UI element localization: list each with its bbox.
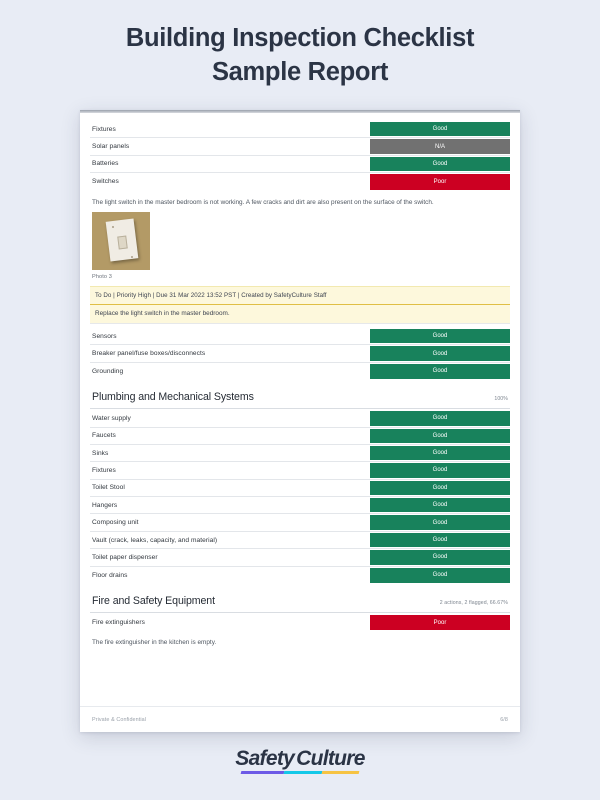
brand-underline <box>241 771 360 774</box>
action-item-description: Replace the light switch in the master bedroom. <box>90 305 510 323</box>
status-badge: Good <box>370 498 510 512</box>
status-badge: Good <box>370 533 510 547</box>
plumbing-rows <box>90 410 510 584</box>
table-row <box>90 328 510 345</box>
table-row <box>90 156 510 173</box>
footer-confidentiality: Private & Confidential <box>92 716 147 723</box>
status-badge: Good <box>370 122 510 136</box>
brand-word-culture: Culture <box>296 747 365 770</box>
row-label: Fixtures <box>92 466 116 474</box>
row-label: Floor drains <box>92 571 128 579</box>
inspection-note: The light switch in the master bedroom is not working. A few cracks and dirt are also present on the surface of the switch. <box>92 198 434 206</box>
brand-wordmark <box>235 748 364 769</box>
table-row <box>90 173 510 190</box>
table-row <box>90 445 510 462</box>
row-label: Faucets <box>92 432 116 440</box>
row-label: Batteries <box>92 160 119 168</box>
row-label: Grounding <box>92 367 124 375</box>
table-row <box>90 363 510 380</box>
electrical-rows-bottom <box>90 328 510 380</box>
page-title-heading <box>50 22 550 89</box>
status-badge: Good <box>370 157 510 171</box>
status-badge: Good <box>370 346 510 360</box>
row-label: Toilet Stool <box>92 484 125 492</box>
report-page-preview <box>80 110 520 732</box>
brand-underline-segment-yellow <box>321 771 359 774</box>
row-label: Solar panels <box>92 143 130 151</box>
table-row <box>90 121 510 138</box>
section-title: Plumbing and Mechanical Systems <box>92 391 254 404</box>
status-badge: Good <box>370 364 510 379</box>
table-row <box>90 428 510 445</box>
electrical-rows-top <box>90 121 510 191</box>
section-header-fire-safety <box>90 584 510 613</box>
row-label: Toilet paper dispenser <box>92 553 158 561</box>
section-score: 100% <box>494 395 508 402</box>
row-label: Breaker panel/fuse boxes/disconnects <box>92 350 206 358</box>
status-badge: Good <box>370 568 510 583</box>
row-label: Sinks <box>92 449 109 457</box>
row-label: Vault (crack, leaks, capacity, and material) <box>92 536 218 544</box>
screw-icon <box>112 226 114 228</box>
status-badge: Good <box>370 446 510 460</box>
section-score: 2 actions, 2 flagged, 66.67% <box>439 599 508 606</box>
screw-icon <box>131 256 133 258</box>
status-badge: Good <box>370 481 510 495</box>
photo-caption: Photo 3 <box>92 273 112 280</box>
status-badge: Good <box>370 411 510 425</box>
table-row <box>90 549 510 566</box>
row-label: Composing unit <box>92 519 139 527</box>
status-badge: N/A <box>370 139 510 153</box>
sheet-footer <box>80 706 520 732</box>
row-label: Fire extinguishers <box>92 619 145 627</box>
table-row <box>90 410 510 427</box>
action-item-meta: To Do | Priority High | Due 31 Mar 2022 13:52 PST | Created by SafetyCulture Staff <box>90 287 510 305</box>
table-row <box>90 345 510 362</box>
page-title-line-1: Building Inspection Checklist <box>125 24 475 52</box>
row-label: Sensors <box>92 332 117 340</box>
status-badge: Good <box>370 463 510 477</box>
status-badge: Good <box>370 515 510 529</box>
brand-underline-segment-cyan <box>284 771 322 774</box>
report-sheet <box>80 110 520 732</box>
row-label: Switches <box>92 178 119 186</box>
section-title: Fire and Safety Equipment <box>92 595 215 608</box>
status-badge: Good <box>370 429 510 443</box>
table-row <box>90 138 510 155</box>
page-title <box>0 0 600 89</box>
status-badge: Good <box>370 329 510 343</box>
page-title-line-2: Sample Report <box>211 57 389 86</box>
brand-word-safety: Safety <box>235 747 295 770</box>
table-row <box>90 480 510 497</box>
status-badge: Good <box>370 550 510 564</box>
brand-underline-segment-purple <box>241 771 285 774</box>
table-row <box>90 614 510 631</box>
fire-safety-rows <box>90 614 510 631</box>
status-badge: Poor <box>370 174 510 189</box>
row-label: Hangers <box>92 501 118 509</box>
light-switch-toggle-shape <box>117 235 128 249</box>
photo-thumbnail[interactable] <box>92 212 150 270</box>
table-row <box>90 462 510 479</box>
action-item[interactable] <box>90 286 510 324</box>
inspection-note: The fire extinguisher in the kitchen is empty. <box>92 639 217 647</box>
photo-block <box>90 212 510 284</box>
row-label: Water supply <box>92 414 131 422</box>
table-row <box>90 567 510 584</box>
status-badge: Poor <box>370 615 510 630</box>
section-header-plumbing <box>90 380 510 409</box>
table-row <box>90 497 510 514</box>
table-row <box>90 532 510 549</box>
safetyculture-logo <box>0 748 600 774</box>
table-row <box>90 514 510 531</box>
sheet-content <box>80 113 520 653</box>
footer-page-number: 6/8 <box>500 716 508 723</box>
row-label: Fixtures <box>92 125 116 133</box>
